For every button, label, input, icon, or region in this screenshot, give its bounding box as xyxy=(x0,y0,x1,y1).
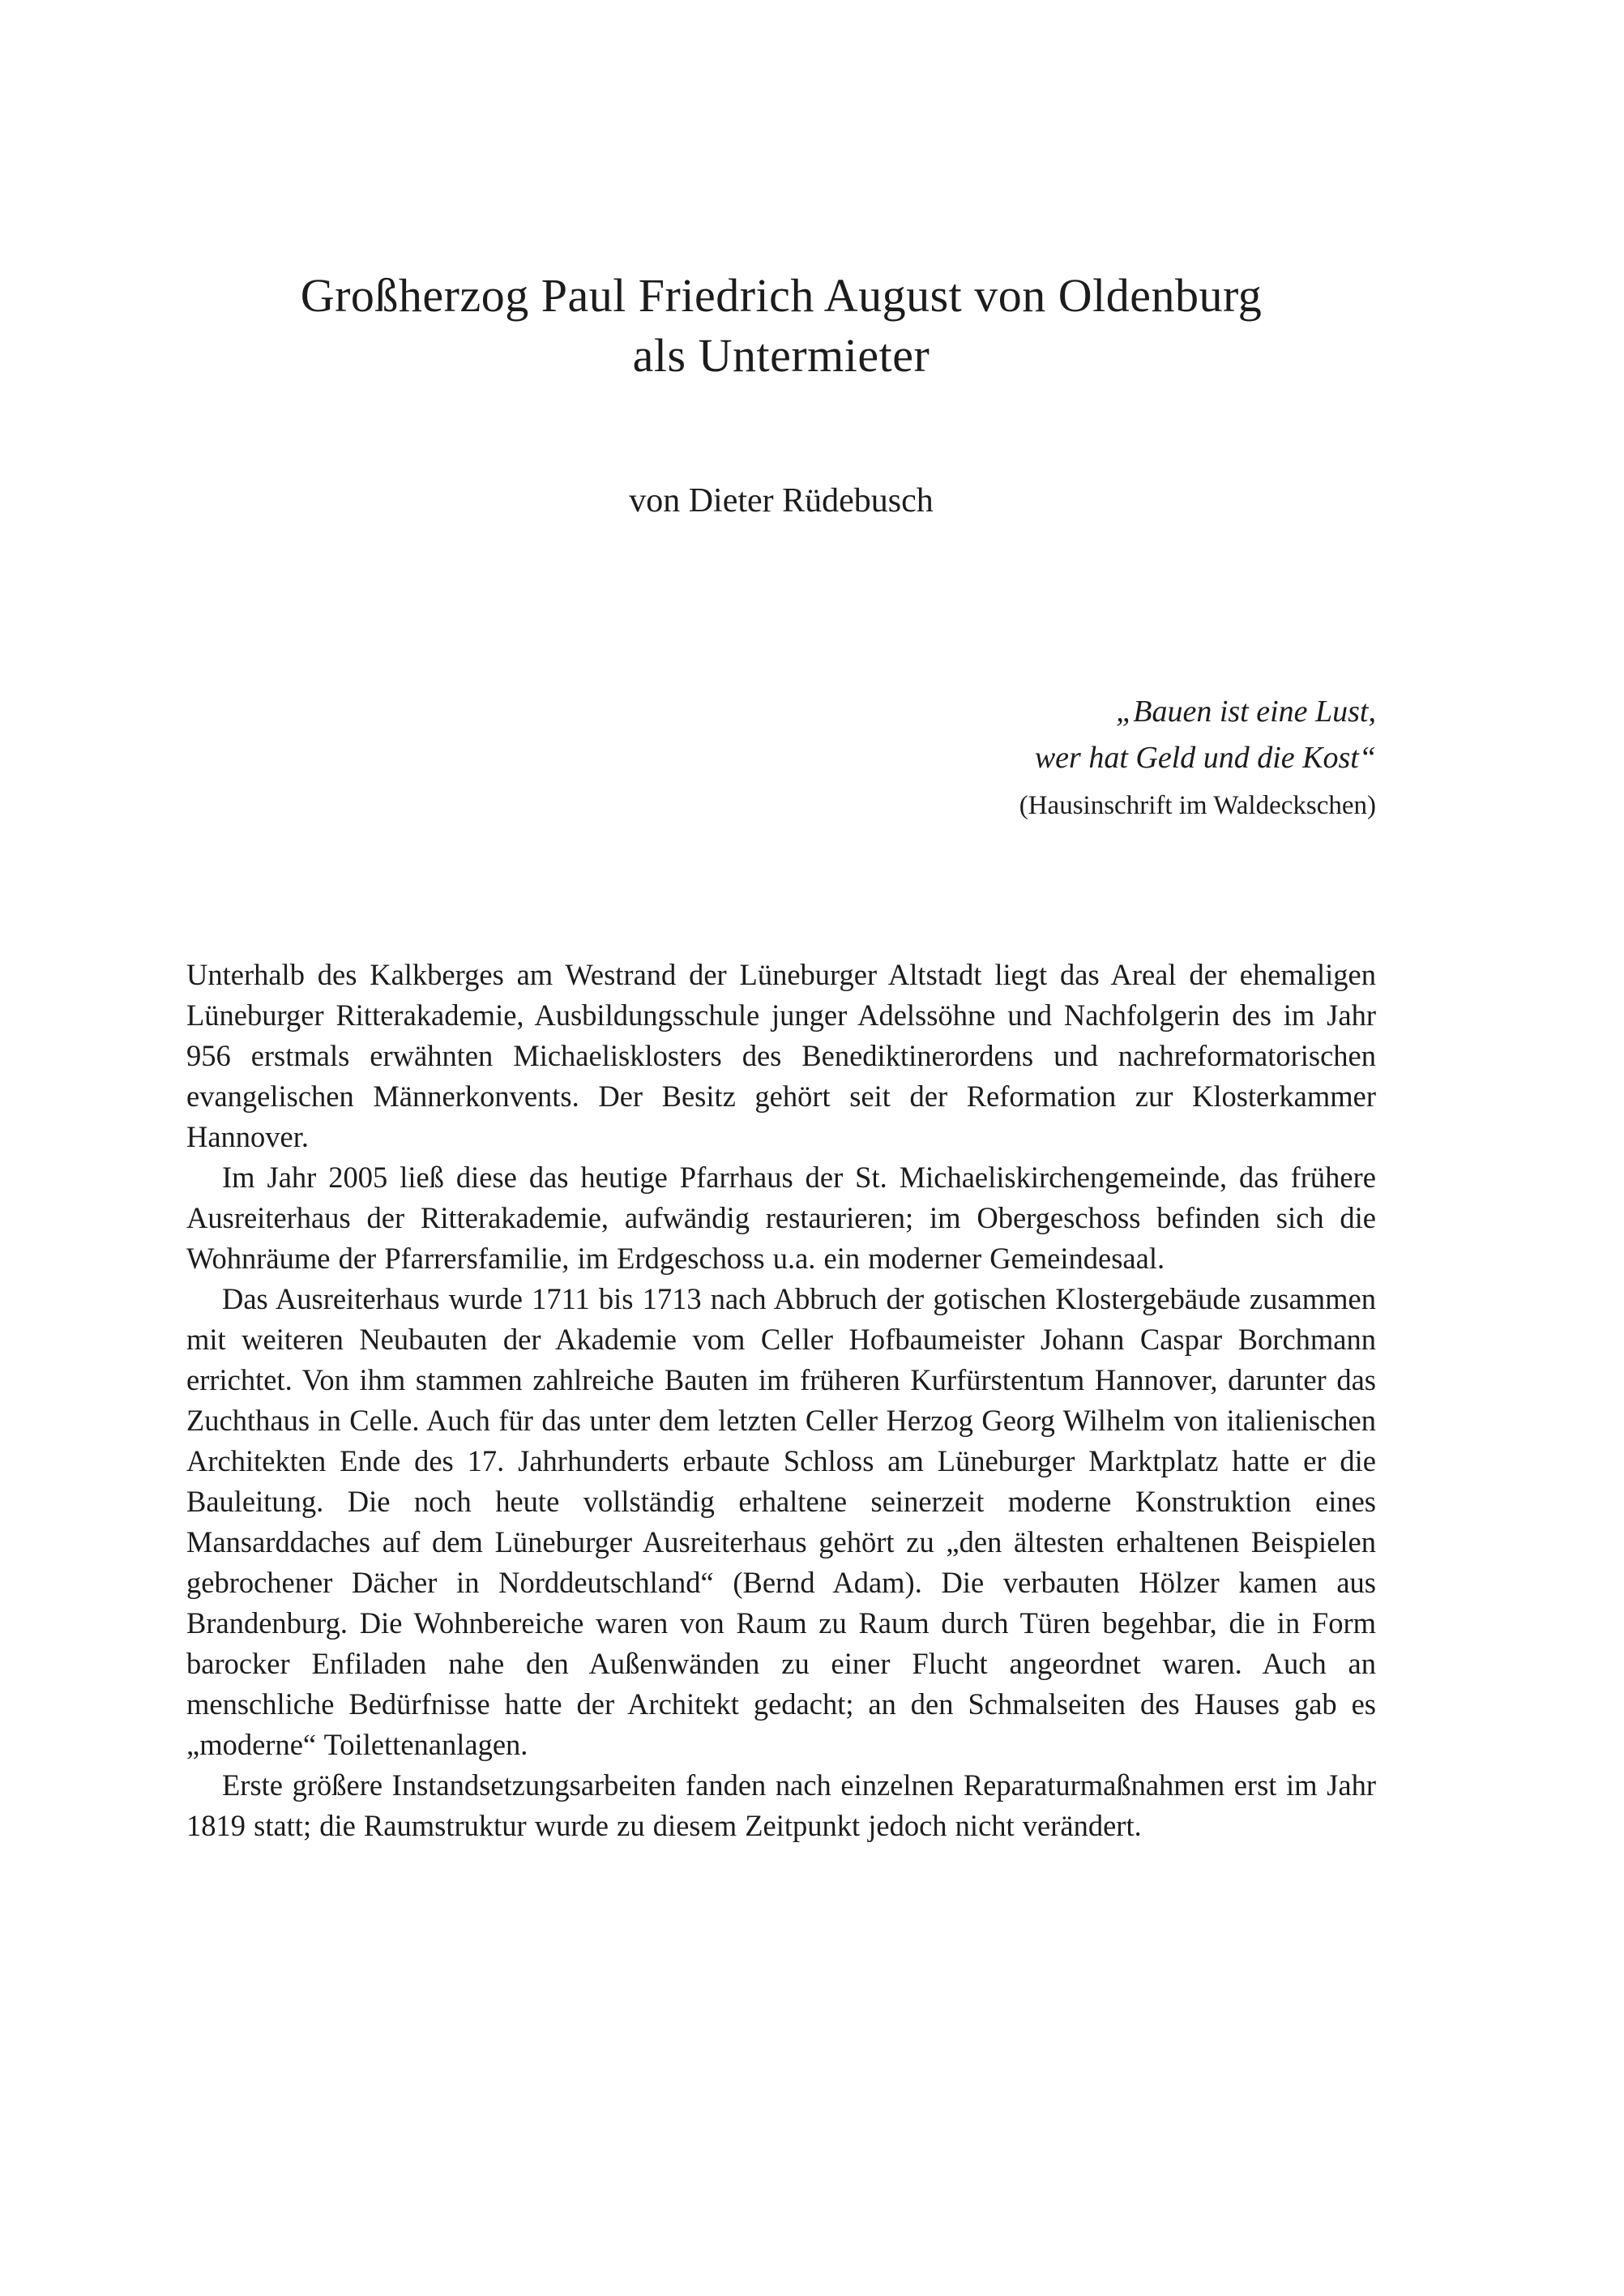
page-title-line1: Großherzog Paul Friedrich August von Oldenburg xyxy=(300,269,1263,322)
paragraph-2: Im Jahr 2005 ließ diese das heutige Pfarrhaus der St. Michaeliskirchengemeinde, das frühere Ausreiterhaus der Ritterakademie, aufwändig restaurieren; im Obergeschoss befinden sich die Wohnräume der Pfarrersfamilie, im Erdgeschoss u.a. ein moderner Gemeindesaal. xyxy=(186,1160,1376,1275)
paragraph-3: Das Ausreiterhaus wurde 1711 bis 1713 nach Abbruch der gotischen Klostergebäude zusammen mit weiteren Neubauten der Akademie vom Celler Hofbaumeister Johann Caspar Borchmann errichtet. Von ihm stammen zahlreiche Bauten im früheren Kurfürstentum Hannover, darunter das Zuchthaus in Celle. Auch für das unter dem letzten Celler Herzog Georg Wilhelm von italienischen Architekten Ende des 17. Jahrhunderts erbaute Schloss am Lüneburger Marktplatz hatte er die Bauleitung. Die noch heute vollständig erhaltene seinerzeit moderne Konstruktion eines Mansarddaches auf dem Lüneburger Ausreiterhaus gehört zu „den ältesten erhaltenen Beispielen gebrochener Dächer in Norddeutschland“ (Bernd Adam). Die verbauten Hölzer kamen aus Brandenburg. Die Wohnbereiche waren von Raum zu Raum durch Türen begehbar, die in Form barocker Enfiladen nahe den Außenwänden zu einer Flucht angeordnet waren. Auch an menschliche Bedürfnisse hatte der Architekt gedacht; an den Schmalseiten des Hauses gab es „moderne“ Toilettenanlagen. xyxy=(186,1281,1376,1761)
paragraph-1: Unterhalb des Kalkberges am Westrand der Lüneburger Altstadt liegt das Areal der ehemaligen Lüneburger Ritterakademie, Ausbildungsschule junger Adelssöhne und Nachfolgerin des im Jahr 956 erstmals erwähnten Michaelisklosters des Benediktinerordens und nachreformatorischen evangelischen Männerkonvents. Der Besitz gehört seit der Reformation zur Klosterkammer Hannover. xyxy=(186,957,1376,1153)
epigraph-quote-line2: wer hat Geld und die Kost“ xyxy=(1034,741,1376,776)
page-title-line2: als Untermieter xyxy=(632,329,930,383)
author-byline: von Dieter Rüdebusch xyxy=(629,482,934,520)
epigraph xyxy=(186,689,1376,827)
article-body xyxy=(186,955,1376,1846)
epigraph-source: (Hausinschrift im Waldeckschen) xyxy=(1019,791,1376,821)
document-page xyxy=(186,0,1376,1846)
paragraph-4: Erste größere Instandsetzungsarbeiten fanden nach einzelnen Reparaturmaßnahmen erst im Jahr 1819 statt; die Raumstruktur wurde zu diesem Zeitpunkt jedoch nicht verändert. xyxy=(186,1768,1376,1842)
page-title xyxy=(186,266,1376,386)
epigraph-quote-line1: „Bauen ist eine Lust, xyxy=(1116,695,1376,729)
